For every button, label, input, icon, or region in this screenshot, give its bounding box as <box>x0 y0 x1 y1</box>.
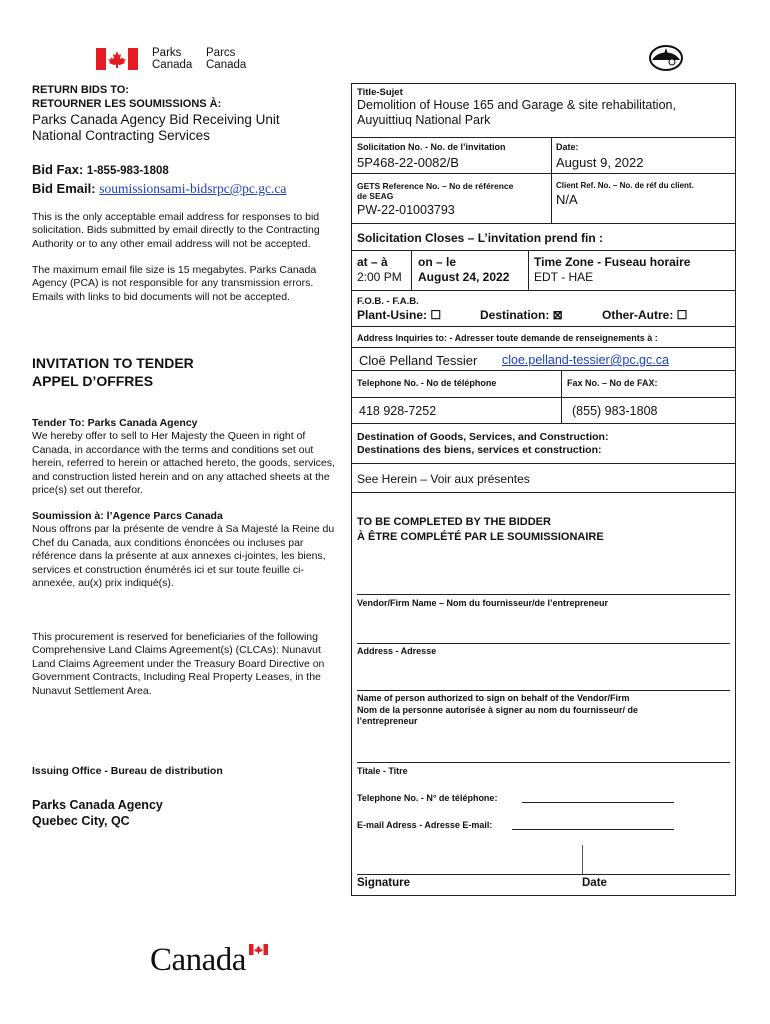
address-inquiries-label: Address Inquiries to: - Adresser toute demande de renseignements à : <box>357 333 658 343</box>
phone-field-label: Telephone No. - N° de téléphone: <box>357 793 498 803</box>
issuing-office-line-2: Quebec City, QC <box>32 814 130 828</box>
itt-fr: APPEL D’OFFRES <box>32 373 154 389</box>
wordmark-en-canada: Canada <box>152 59 193 71</box>
soumission-body: Nous offrons par la présente de vendre à Sa Majesté la Reine du Chef du Canada, aux conditions énoncées ou incluses par référence dans la présente at aux annexes ci-jointes, les biens, services et construction énumérés ici et sur toute feuille ci-annexée, au(x) prix indiqué(s). <box>32 523 335 590</box>
parks-canada-logo <box>96 47 256 73</box>
authorized-label-1: Name of person authorized to sign on behalf of the Vendor/Firm <box>357 693 630 703</box>
issuing-office-line-1: Parks Canada Agency <box>32 798 163 812</box>
bid-email-label: Bid Email: <box>32 181 96 196</box>
canada-flag-icon <box>96 48 138 70</box>
soumission-heading: Soumission à: l’Agence Parcs Canada <box>32 510 223 522</box>
parks-canada-beaver-emblem-icon <box>648 42 684 72</box>
wordmark-en-parks: Parks <box>152 47 182 59</box>
on-value: August 24, 2022 <box>418 270 510 284</box>
date-label: Date: <box>556 142 579 152</box>
gets-label-1: GETS Reference No. – No de référence <box>357 181 514 191</box>
bidder-heading-fr: À ÊTRE COMPLÉTÉ PAR LE SOUMISSIONAIRE <box>357 531 604 543</box>
return-bids-en: RETURN BIDS TO: <box>32 84 129 96</box>
closes-heading: Solicitation Closes – L’invitation prend fin : <box>357 231 604 245</box>
email-note: This is the only acceptable email address for responses to bid solicitation. Bids submitted by email directly to the Contracting Authority or to any other email address will not be accepted. <box>32 211 320 250</box>
destination-goods-value: See Herein – Voir aux présentes <box>357 472 530 486</box>
destination-checkbox[interactable]: Destination: ⊠ <box>480 308 563 322</box>
itt-en: INVITATION TO TENDER <box>32 355 194 371</box>
canada-wordmark-text: Canada <box>150 942 246 978</box>
phone-field-line[interactable] <box>522 802 674 803</box>
procurement-note: This procurement is reserved for beneficiaries of the following Comprehensive Land Claims Agreement(s) (CLCAs): Nunavut Land Claims Agreement under the Treasury Board Directive on Government Contracts, Including Real Property Leases, in the Nunavut Settlement Area. <box>32 631 325 697</box>
fax-label: Fax No. – No de FAX: <box>567 378 658 388</box>
destination-goods-en: Destination of Goods, Services, and Construction: <box>357 431 609 443</box>
at-value: 2:00 PM <box>357 270 402 284</box>
telephone-label: Telephone No. - No de téléphone <box>357 378 497 388</box>
contact-name: Cloë Pelland Tessier <box>359 353 478 368</box>
titale-label: Titale - Titre <box>357 766 408 776</box>
client-ref-label: Client Ref. No. – No. de réf du client. <box>556 181 694 190</box>
date-field-label: Date <box>582 877 607 889</box>
title-line-2: Auyuittiuq National Park <box>357 113 491 127</box>
canada-wordmark <box>150 942 246 982</box>
email-field-label: E-mail Adress - Adresse E-mail: <box>357 820 493 830</box>
title-line-1: Demolition of House 165 and Garage & site rehabilitation, <box>357 98 676 112</box>
on-label: on – le <box>418 255 457 269</box>
date-value: August 9, 2022 <box>556 155 644 170</box>
fax-value: (855) 983-1808 <box>572 404 658 418</box>
return-bids-fr: RETOURNER LES SOUMISSIONS À: <box>32 98 222 110</box>
wordmark-flag-icon <box>249 944 268 955</box>
agency-line-2: National Contracting Services <box>32 128 210 143</box>
authorized-label-2: Nom de la personne autorisée à signer au nom du fournisseur/ de <box>357 704 639 715</box>
tender-to-body: We hereby offer to sell to Her Majesty the Queen in right of Canada, in accordance with the terms and conditions set out herein, referred to herein or attached hereto, the goods, services, and construction listed herein and on any attached sheets at the price(s) set out therefor. <box>32 430 335 497</box>
bid-fax-value: 1-855-983-1808 <box>86 165 169 177</box>
solicitation-value: 5P468-22-0082/B <box>357 155 459 170</box>
plant-checkbox[interactable]: Plant-Usine: ☐ <box>357 308 442 322</box>
solicitation-label: Solicitation No. - No. de l’invitation <box>357 142 506 152</box>
gets-label-2: de SEAG <box>357 191 394 201</box>
wordmark-fr-parcs: Parcs <box>206 47 236 59</box>
client-ref-value: N/A <box>556 192 578 207</box>
contact-email-link[interactable]: cloe.pelland-tessier@pc.gc.ca <box>502 353 669 367</box>
tz-value: EDT - HAE <box>534 270 594 284</box>
tz-label: Time Zone - Fuseau horaire <box>534 255 691 269</box>
address-label: Address - Adresse <box>357 646 437 656</box>
agency-line-1: Parks Canada Agency Bid Receiving Unit <box>32 112 280 127</box>
bid-email-link[interactable]: soumissionsami-bidsrpc@pc.gc.ca <box>99 181 287 196</box>
issuing-office-label: Issuing Office - Bureau de distribution <box>32 765 223 777</box>
wordmark-fr-canada: Canada <box>206 59 247 71</box>
bid-fax-label: Bid Fax: <box>32 162 84 177</box>
destination-goods-fr: Destinations des biens, services et construction: <box>357 443 602 456</box>
at-label: at – à <box>357 255 388 269</box>
telephone-value: 418 928-7252 <box>359 404 437 418</box>
vendor-name-label: Vendor/Firm Name – Nom du fournisseur/de l’entrepreneur <box>357 598 609 608</box>
tender-to-heading: Tender To: Parks Canada Agency <box>32 417 198 429</box>
signature-label: Signature <box>357 877 411 889</box>
bidder-heading-en: TO BE COMPLETED BY THE BIDDER <box>357 516 551 528</box>
authorized-label-3: l’entrepreneur <box>357 716 418 726</box>
other-checkbox[interactable]: Other-Autre: ☐ <box>602 308 688 322</box>
email-field-line[interactable] <box>512 829 674 830</box>
gets-value: PW-22-01003793 <box>357 203 455 217</box>
fob-label: F.O.B. - F.A.B. <box>357 296 419 307</box>
size-note: The maximum email file size is 15 megabytes. Parks Canada Agency (PCA) is not responsible for any transmission errors. Emails with links to bid documents will not be accepted. <box>32 264 317 303</box>
title-label: Title-Sujet <box>357 87 403 98</box>
